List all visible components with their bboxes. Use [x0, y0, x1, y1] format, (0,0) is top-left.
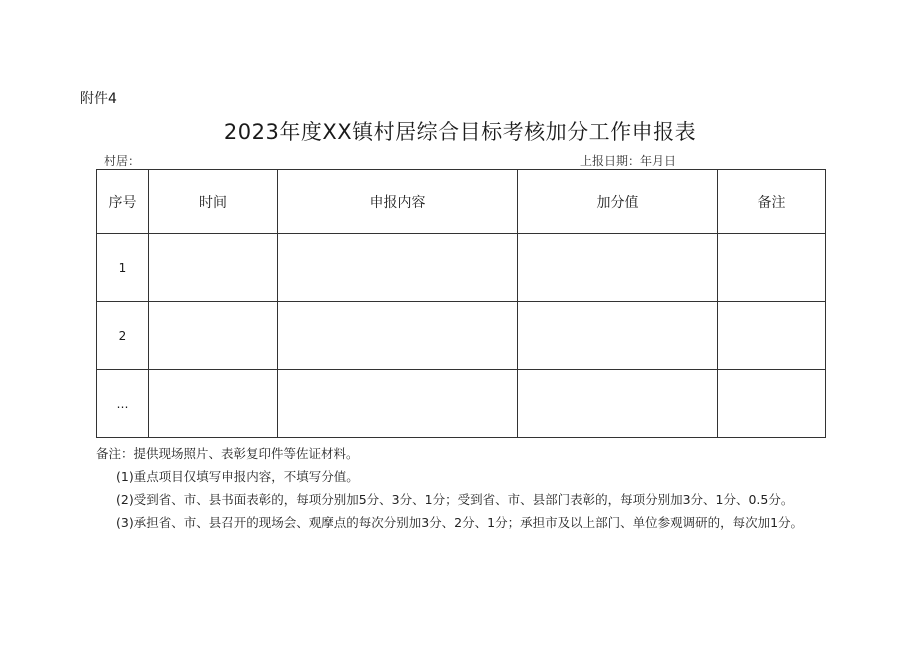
header-seq: 序号: [97, 170, 149, 234]
table-row: [97, 370, 826, 438]
row-seq: 2: [97, 302, 149, 370]
table-row: [97, 302, 826, 370]
row-remarks-cell[interactable]: [718, 234, 826, 302]
notes-section: [96, 442, 856, 534]
row-content-cell[interactable]: [278, 234, 518, 302]
row-remarks-cell[interactable]: [718, 302, 826, 370]
header-remarks: 备注: [718, 170, 826, 234]
row-time-cell[interactable]: [149, 234, 278, 302]
village-label: 村居：: [104, 154, 141, 168]
header-time: 时间: [149, 170, 278, 234]
header-score: 加分值: [518, 170, 718, 234]
row-score-cell[interactable]: [518, 234, 718, 302]
application-table: [96, 169, 826, 438]
row-seq: 1: [97, 234, 149, 302]
report-date-label: 上报日期：年月日: [580, 154, 677, 168]
page-title: 2023年度XX镇村居综合目标考核加分工作申报表: [223, 120, 697, 144]
note-item-1: (1)重点项目仅填写申报内容，不填写分值。: [116, 469, 359, 484]
note-item-2: (2)受到省、市、县书面表彰的，每项分别加5分、3分、1分；受到省、市、县部门表彰的，每项分别加3分、1分、0.5分。: [116, 492, 794, 507]
notes-intro: 备注：提供现场照片、表彰复印件等佐证材料。: [96, 446, 359, 461]
row-content-cell[interactable]: [278, 370, 518, 438]
row-score-cell[interactable]: [518, 370, 718, 438]
row-remarks-cell[interactable]: [718, 370, 826, 438]
header-content: 申报内容: [278, 170, 518, 234]
table-header-row: [97, 170, 826, 234]
row-score-cell[interactable]: [518, 302, 718, 370]
table-row: [97, 234, 826, 302]
row-time-cell[interactable]: [149, 370, 278, 438]
attachment-label: 附件4: [80, 91, 117, 107]
row-content-cell[interactable]: [278, 302, 518, 370]
note-item-3: (3)承担省、市、县召开的现场会、观摩点的每次分别加3分、2分、1分；承担市及以上部门、单位参观调研的，每次加1分。: [116, 515, 804, 530]
row-seq: …: [97, 370, 149, 438]
row-time-cell[interactable]: [149, 302, 278, 370]
